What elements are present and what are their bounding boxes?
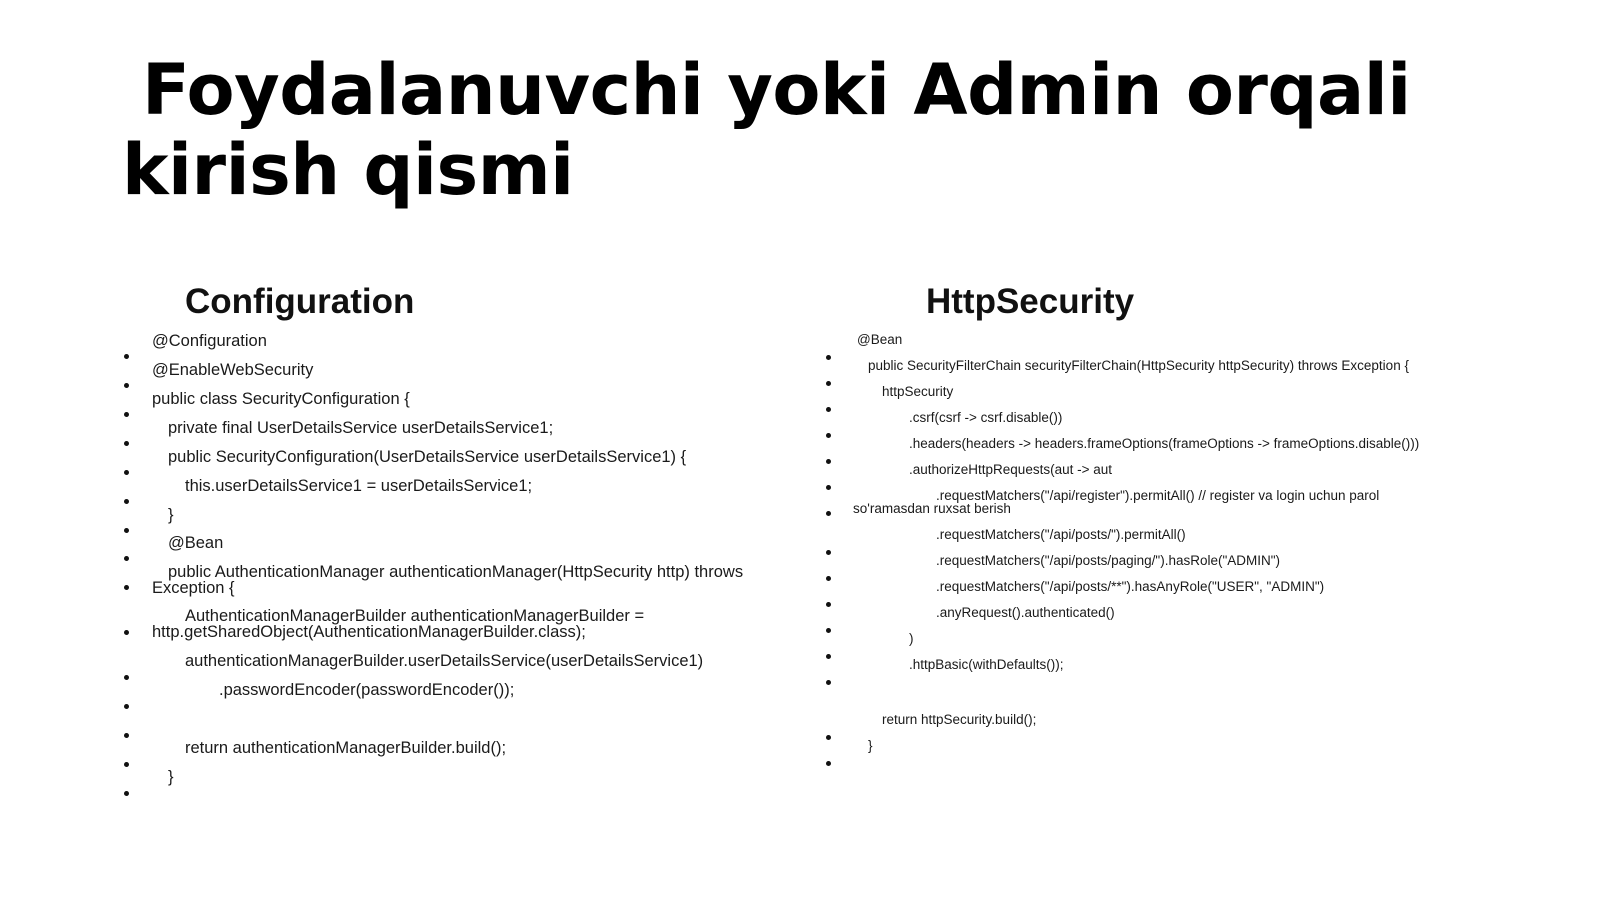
bullet-icon — [826, 680, 831, 685]
bullet-icon — [826, 761, 831, 766]
code-line: private final UserDetailsService userDetailsService1; — [168, 419, 554, 437]
bullet-icon — [124, 704, 129, 709]
configuration-heading: Configuration — [185, 282, 415, 321]
code-line: .passwordEncoder(passwordEncoder()); — [219, 681, 515, 699]
code-line: .anyRequest().authenticated() — [936, 605, 1115, 620]
bullet-icon — [124, 412, 129, 417]
code-line: } — [168, 768, 174, 786]
bullet-icon — [826, 550, 831, 555]
bullet-icon — [124, 354, 129, 359]
bullet-icon — [826, 511, 831, 516]
bullet-icon — [124, 499, 129, 504]
code-line-continuation: http.getSharedObject(AuthenticationManagerBuilder.class); — [152, 623, 586, 641]
code-line: @Bean — [168, 534, 224, 552]
bullet-icon — [826, 576, 831, 581]
code-line: .headers(headers -> headers.frameOptions(frameOptions -> frameOptions.disable())) — [909, 436, 1420, 451]
code-line: .requestMatchers("/api/posts/paging/").hasRole("ADMIN") — [936, 553, 1281, 568]
code-line: @Configuration — [152, 332, 267, 350]
code-line: this.userDetailsService1 = userDetailsService1; — [185, 477, 533, 495]
code-line: return httpSecurity.build(); — [882, 712, 1037, 727]
bullet-icon — [124, 528, 129, 533]
code-line: @Bean — [857, 332, 903, 347]
code-line: .httpBasic(withDefaults()); — [909, 657, 1064, 672]
bullet-icon — [124, 762, 129, 767]
code-line-continuation: Exception { — [152, 579, 235, 597]
bullet-icon — [826, 459, 831, 464]
code-line: .authorizeHttpRequests(aut -> aut — [909, 462, 1112, 477]
bullet-icon — [124, 675, 129, 680]
bullet-icon — [124, 470, 129, 475]
code-line: .requestMatchers("/api/posts/**").hasAnyRole("USER", "ADMIN") — [936, 579, 1325, 594]
slide-title-line-1: Foydalanuvchi yoki Admin orqali — [142, 49, 1411, 131]
bullet-icon — [826, 602, 831, 607]
bullet-icon — [124, 733, 129, 738]
bullet-icon — [124, 630, 129, 635]
bullet-icon — [826, 654, 831, 659]
bullet-icon — [826, 735, 831, 740]
bullet-icon — [124, 585, 129, 590]
bullet-icon — [826, 433, 831, 438]
bullet-icon — [124, 441, 129, 446]
code-line: httpSecurity — [882, 384, 954, 399]
bullet-icon — [826, 407, 831, 412]
code-line: } — [168, 506, 174, 524]
bullet-icon — [826, 355, 831, 360]
code-line: .csrf(csrf -> csrf.disable()) — [909, 410, 1063, 425]
bullet-icon — [826, 381, 831, 386]
code-line: .requestMatchers("/api/register").permitAll() // register va login uchun parol — [936, 488, 1380, 503]
code-line: AuthenticationManagerBuilder authenticationManagerBuilder = — [185, 607, 645, 625]
bullet-icon — [826, 628, 831, 633]
code-line: ) — [909, 631, 914, 646]
code-line: return authenticationManagerBuilder.build(); — [185, 739, 507, 757]
slide-title — [122, 50, 1462, 210]
code-line: public AuthenticationManager authenticationManager(HttpSecurity http) throws — [168, 563, 744, 581]
code-line: authenticationManagerBuilder.userDetailsService(userDetailsService1) — [185, 652, 704, 670]
slide-title-line-2: kirish qismi — [122, 129, 574, 211]
bullet-icon — [826, 485, 831, 490]
code-line: public SecurityFilterChain securityFilterChain(HttpSecurity httpSecurity) throws Exception { — [868, 358, 1409, 373]
code-line: @EnableWebSecurity — [152, 361, 314, 379]
code-line: public class SecurityConfiguration { — [152, 390, 410, 408]
code-line: .requestMatchers("/api/posts/").permitAll() — [936, 527, 1186, 542]
bullet-icon — [124, 556, 129, 561]
httpsecurity-heading: HttpSecurity — [926, 282, 1135, 321]
bullet-icon — [124, 383, 129, 388]
bullet-icon — [124, 791, 129, 796]
code-line: public SecurityConfiguration(UserDetailsService userDetailsService1) { — [168, 448, 687, 466]
code-line: } — [868, 738, 873, 753]
code-line-continuation: so'ramasdan ruxsat berish — [853, 501, 1011, 516]
